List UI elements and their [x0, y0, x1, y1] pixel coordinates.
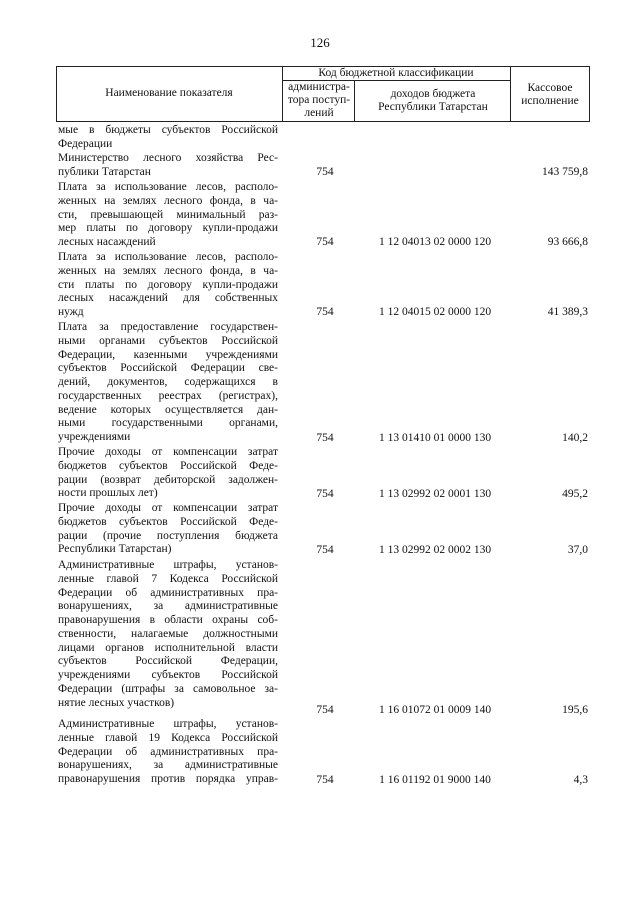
header-cash-column: Кассовое исполнение — [521, 82, 579, 107]
row-amount: 93 666,8 — [547, 236, 588, 248]
row-amount: 37,0 — [567, 544, 588, 556]
header-revenue-column: доходов бюджета Республики Татарстан — [378, 88, 488, 113]
header-divider-admin — [354, 80, 355, 122]
row-amount: 143 759,8 — [542, 166, 588, 178]
header-right-border — [589, 66, 590, 122]
header-divider-name — [282, 66, 283, 122]
row-admin-code: 754 — [316, 488, 334, 500]
row-text: Прочие доходы от компенсации затрат бюджетов субъектов Российской Феде- рации (возврат дебиторской задолжен- ности прошлых лет) — [58, 446, 278, 500]
row-amount: 41 389,3 — [547, 306, 588, 318]
header-budget-code-group: Код бюджетной классификации — [318, 67, 474, 79]
row-admin-code: 754 — [316, 544, 334, 556]
row-budget-code: 1 16 01072 01 0009 140 — [378, 704, 492, 716]
row-budget-code: 1 12 04013 02 0000 120 — [378, 236, 492, 248]
row-admin-code: 754 — [316, 774, 334, 786]
row-text: Плата за использование лесов, располо- женных на землях лесного фонда, в ча- сти платы по договору купли-продажи лесных насаждений для собственных нужд — [58, 251, 278, 318]
row-text: Министерство лесного хозяйства Рес- публики Татарстан — [58, 152, 278, 178]
row-admin-code: 754 — [316, 236, 334, 248]
row-text: Прочие доходы от компенсации затрат бюджетов субъектов Российской Феде- рации (прочие поступления бюджета Республики Татарстан) — [58, 502, 278, 556]
row-amount: 195,6 — [562, 704, 588, 716]
row-budget-code: 1 16 01192 01 9000 140 — [379, 774, 491, 786]
row-budget-code: 1 12 04015 02 0000 120 — [378, 306, 492, 318]
row-text: Административные штрафы, установ- ленные главой 7 Кодекса Российской Федерации об административных пра- вонарушениях, за административные правонарушения в области охраны соб- ственности, налагаемые должностными лицами органов исполнительной власти субъектов Российской Федерации, учреждениями субъектов Российской Федерации (штрафы за самовольное за- нятие лесных участков) — [58, 559, 278, 709]
row-admin-code: 754 — [316, 306, 334, 318]
row-budget-code: 1 13 02992 02 0002 130 — [378, 544, 492, 556]
row-budget-code: 1 13 01410 01 0000 130 — [378, 432, 492, 444]
header-admin-column: администра- тора поступ- лений — [287, 81, 351, 119]
page-number: 126 — [310, 35, 330, 50]
row-text: Плата за использование лесов, располо- женных на землях лесного фонда, в ча- сти, превышающей минимальный раз- мер платы по договору купли-продажи лесных насаждений — [58, 181, 278, 248]
row-text: Плата за предоставление государствен- ными органами субъектов Российской Федерации, казенными учреждениями субъектов Российской Федерации све- дений, документов, содержащихся в государственных реестрах (регистрах), ведение которых осуществляется дан- ными государственными органами, учреждениями — [58, 321, 278, 443]
row-text: мые в бюджеты субъектов Российской Федерации — [58, 124, 278, 150]
header-left-border — [56, 66, 57, 122]
row-amount: 140,2 — [562, 432, 588, 444]
row-admin-code: 754 — [316, 432, 334, 444]
row-admin-code: 754 — [316, 166, 334, 178]
row-amount: 495,2 — [562, 488, 588, 500]
row-text: Административные штрафы, установ- ленные главой 19 Кодекса Российской Федерации об административных пра- вонарушениях, за административные правонарушения против порядка управ- — [58, 718, 278, 785]
header-name-column: Наименование показателя — [105, 87, 233, 99]
row-admin-code: 754 — [316, 704, 334, 716]
row-budget-code: 1 13 02992 02 0001 130 — [378, 488, 492, 500]
row-amount: 4,3 — [573, 774, 588, 786]
